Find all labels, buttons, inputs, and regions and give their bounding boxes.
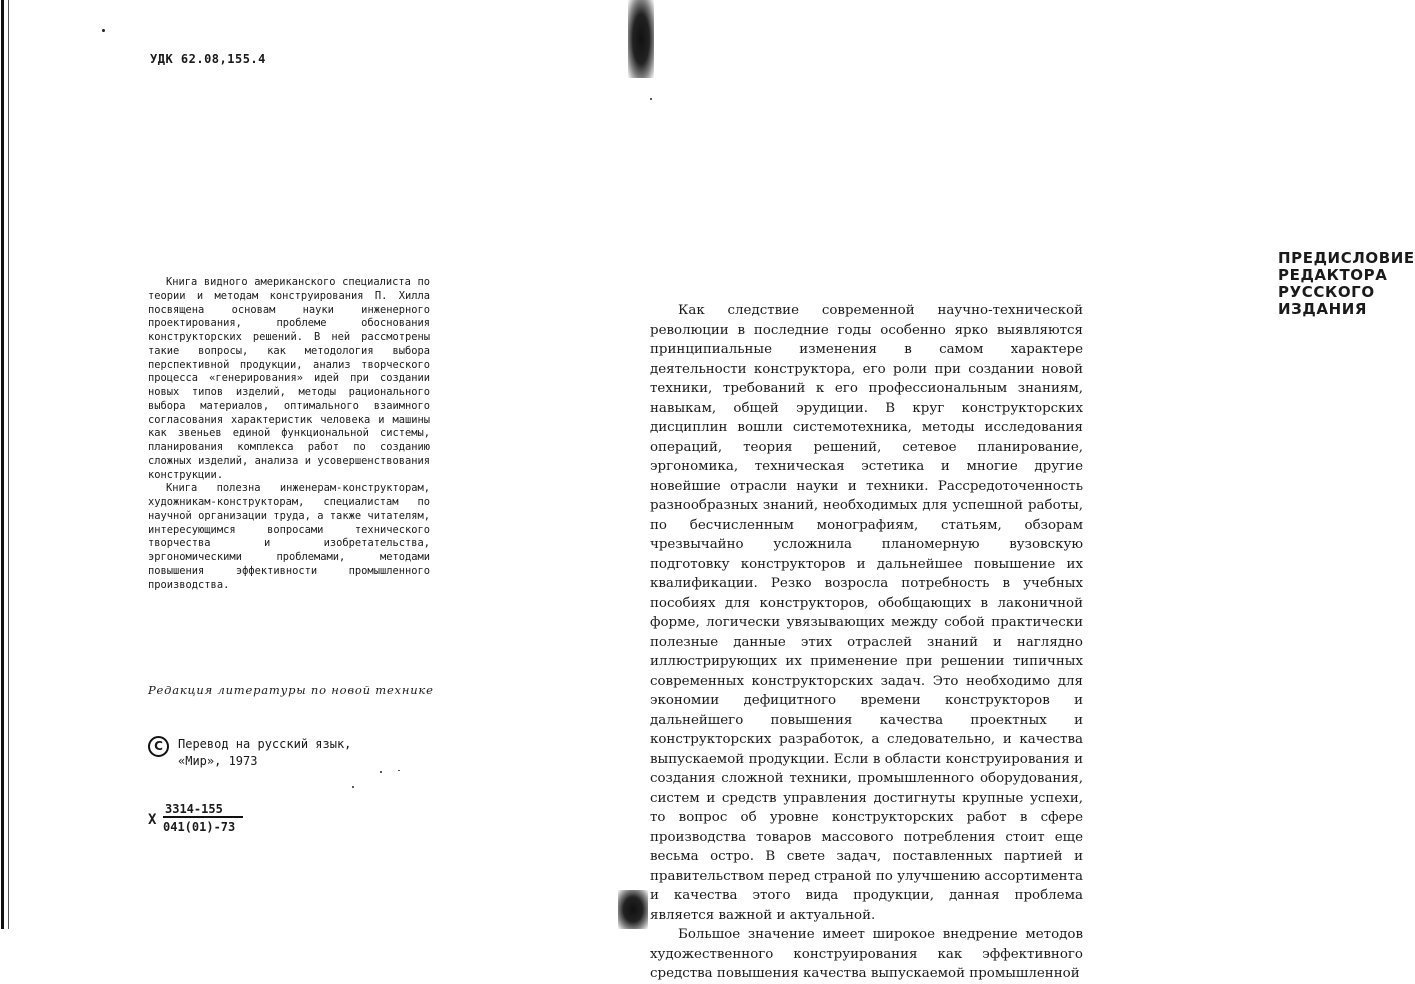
code-numerator: 3314-155 xyxy=(163,802,243,818)
scan-speck xyxy=(352,786,354,788)
abstract-paragraph: Книга видного американского специалиста по теории и методам конструирования П. Хилла посвящена основам науки инженерного проектирования, проблеме обоснования конструкторских решений. В ней рассмотрены такие вопросы, как методология выбора перспективной продукции, анализ творческого процесса «генерирования» идей при создании новых типов изделий, методы рационального выбора материалов, оптимального взаимного согласования характеристик человека и машины как звеньев единой функциональной системы, планирования комплекса работ по созданию сложных изделий, анализа и усовершенствования конструкции. xyxy=(148,276,430,481)
preface-title-line: ПРЕДИСЛОВИЕ РЕДАКТОРА xyxy=(1278,249,1415,284)
code-fraction xyxy=(163,802,243,834)
editorial-office: Редакция литературы по новой технике xyxy=(148,683,434,697)
binding-edge-line xyxy=(1,0,4,929)
scan-speck xyxy=(650,98,652,100)
scan-blot-bottom xyxy=(618,890,648,929)
binding-edge-line-secondary xyxy=(8,0,9,929)
preface-paragraph: Как следствие современной научно-технической революции в последние годы особенно ярко выявляются принципиальные изменения в самом характере деятельности конструктора, его роли при создании новой техники, требований к его профессиональным знаниям, навыкам, общей эрудиции. В круг конструкторских дисциплин вошли системотехника, методы исследования операций, теория решений, сетевое планирование, эргономика, техническая эстетика и многие другие новейшие отрасли науки и техники. Рассредоточенность разнообразных знаний, необходимых для успешной работы, по бесчисленным монографиям, статьям, обзорам чрезвычайно усложнила планомерную вузовскую подготовку конструкторов и дальнейшее повышение их квалификации. Резко возросла потребность в учебных пособиях для конструкторов, обобщающих в лаконичной форме, логически увязывающих между собой практически полезные данные этих отраслей знаний и наглядно иллюстрирующих их применение при решении типичных современных конструкторских задач. Это необходимо для экономии дефицитного времени конструкторов и дальнейшего повышения качества проектных и конструкторских разработок, а следовательно, и качества выпускаемой продукции. Если в области конструирования и создания сложной техники, промышленного оборудования, систем и средств управления достигнуты крупные успехи, то вопрос об уровне конструкторских работ в сфере производства товаров массового потребления стоит еще весьма остро. В свете задач, поставленных партией и правительством перед страной по улучшению ассортимента и качества этого вида продукции, данная проблема является важной и актуальной. xyxy=(650,303,1083,923)
scan-speck xyxy=(102,29,105,32)
right-page xyxy=(600,0,1415,981)
scan-blot-top xyxy=(628,0,654,78)
book-abstract xyxy=(148,276,430,592)
copyright-notice xyxy=(148,736,351,770)
copyright-icon: C xyxy=(148,736,169,757)
preface-title-line: РУССКОГО ИЗДАНИЯ xyxy=(1278,283,1375,318)
left-page xyxy=(0,0,600,929)
abstract-paragraph: Книга полезна инженерам-конструкторам, художникам-конструкторам, специалистам по научной организации труда, а также читателям, интересующимся вопросами технического творчества и изобретательства, эргономическими проблемами, методами повышения эффективности промышленного производства. xyxy=(148,482,430,591)
preface-body xyxy=(650,301,1083,984)
udk-classification: УДК 62.08,155.4 xyxy=(150,52,266,66)
copyright-line: Перевод на русский язык, xyxy=(178,737,352,751)
copyright-line: «Мир», 1973 xyxy=(178,754,258,768)
code-letter: Х xyxy=(148,812,157,828)
scan-speck xyxy=(380,771,382,773)
preface-paragraph: Большое значение имеет широкое внедрение методов художественного конструирования как эффективного средства повышения качества выпускаемой промышленной xyxy=(650,927,1083,981)
code-denominator: 041(01)-73 xyxy=(163,820,236,834)
preface-title xyxy=(1278,250,1415,318)
scan-speck xyxy=(398,770,400,771)
